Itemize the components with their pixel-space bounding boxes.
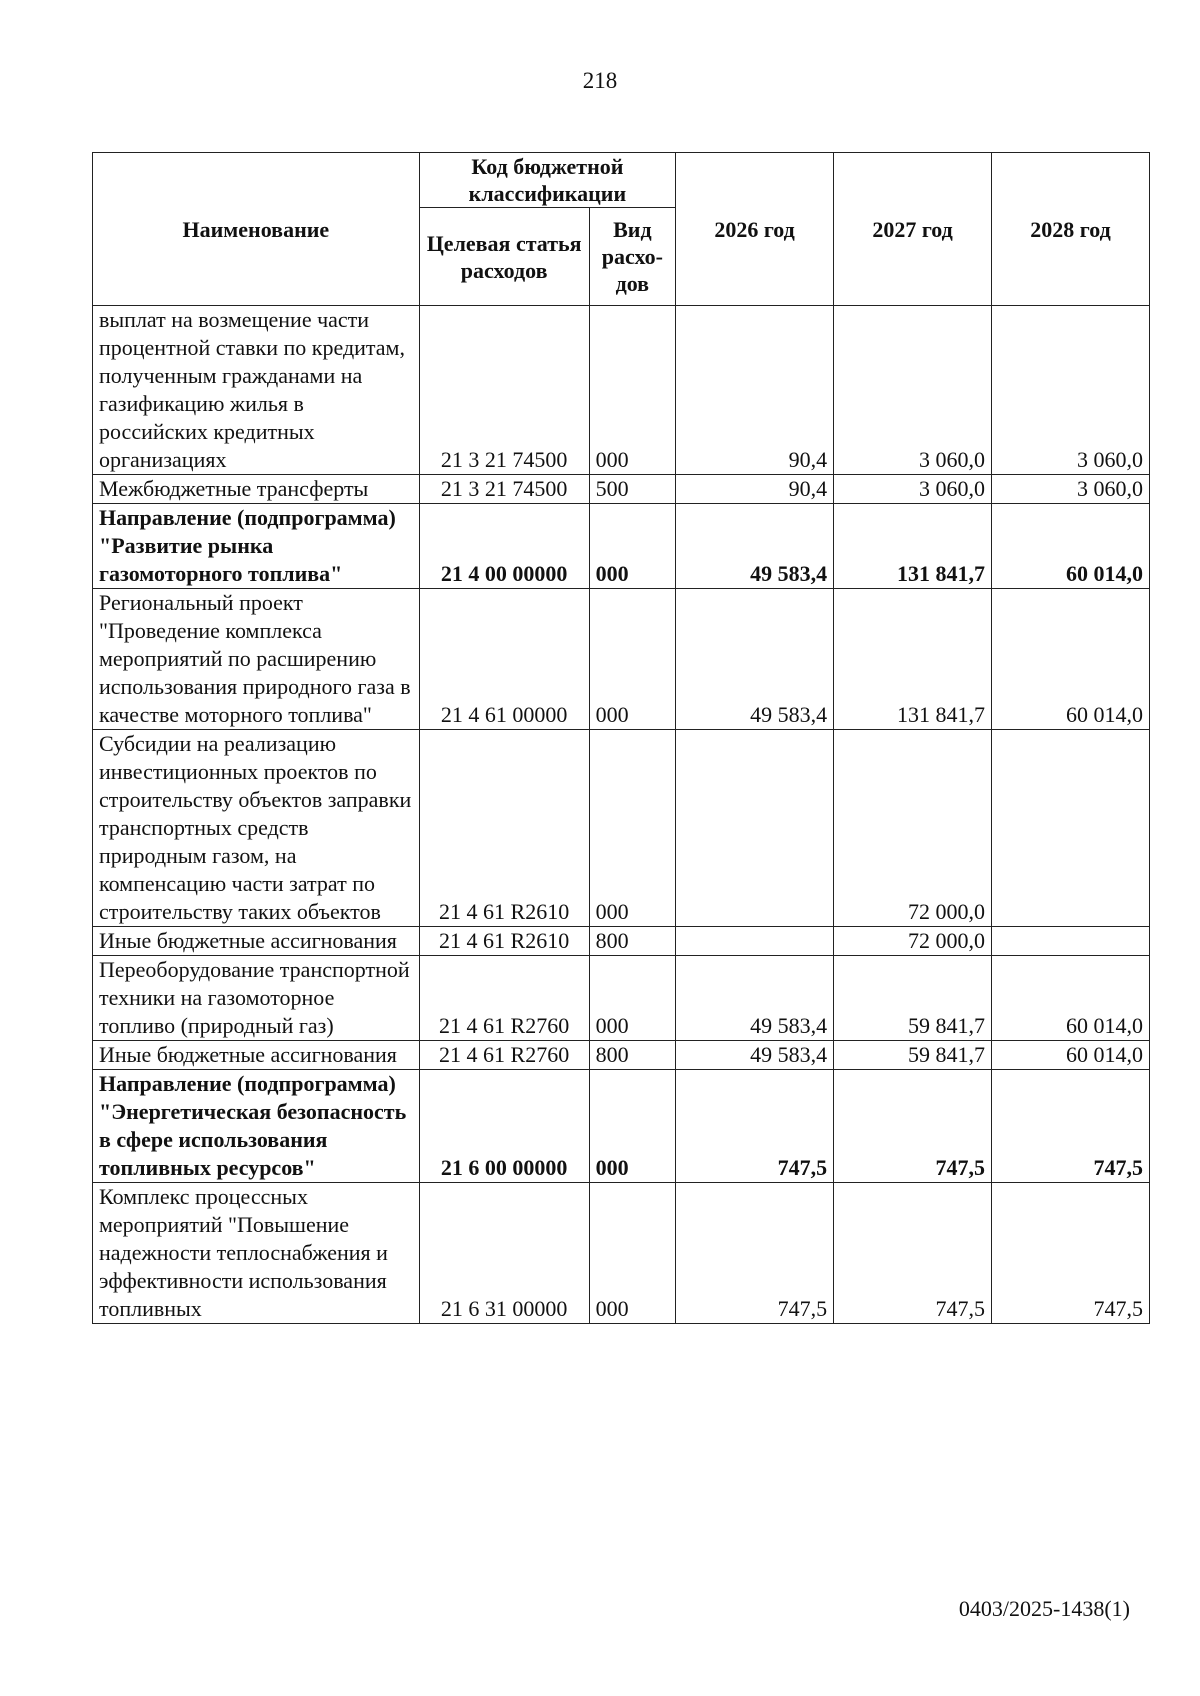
cell-target-article: 21 4 00 00000	[419, 504, 589, 589]
cell-expense-type: 000	[589, 589, 676, 730]
cell-2028: 3 060,0	[992, 306, 1150, 475]
document-id: 0403/2025-1438(1)	[958, 1596, 1130, 1621]
cell-name: выплат на возмещение части процентной ставки по кредитам, полученным гражданами на газификацию жилья в российских кредитных организациях	[93, 306, 420, 475]
cell-2028: 60 014,0	[992, 504, 1150, 589]
cell-name: Направление (подпрограмма) "Энергетическая безопасность в сфере использования топливных ресурсов"	[93, 1070, 420, 1183]
cell-2028: 747,5	[992, 1070, 1150, 1183]
table-row	[93, 927, 1150, 956]
cell-expense-type: 000	[589, 1070, 676, 1183]
cell-target-article: 21 4 61 R2760	[419, 1041, 589, 1070]
header-target-article: Целевая статья расходов	[419, 208, 589, 306]
table-row	[93, 1070, 1150, 1183]
cell-name: Направление (подпрограмма) "Развитие рынка газомоторного топлива"	[93, 504, 420, 589]
cell-expense-type: 500	[589, 475, 676, 504]
cell-name: Комплекс процессных мероприятий "Повышение надежности теплоснабжения и эффективности использования топливных	[93, 1183, 420, 1324]
cell-2026: 90,4	[676, 306, 834, 475]
header-2028: 2028 год	[992, 153, 1150, 306]
cell-name: Межбюджетные трансферты	[93, 475, 420, 504]
table-body	[93, 306, 1150, 1324]
cell-target-article: 21 3 21 74500	[419, 306, 589, 475]
header-2026: 2026 год	[676, 153, 834, 306]
header-name: Наименование	[93, 153, 420, 306]
header-2027: 2027 год	[834, 153, 992, 306]
table-row	[93, 1183, 1150, 1324]
cell-expense-type: 800	[589, 1041, 676, 1070]
cell-2027: 3 060,0	[834, 475, 992, 504]
cell-name: Субсидии на реализацию инвестиционных проектов по строительству объектов заправки транспортных средств природным газом, на компенсацию части затрат по строительству таких объектов	[93, 730, 420, 927]
cell-2026: 90,4	[676, 475, 834, 504]
cell-name: Переоборудование транспортной техники на газомоторное топливо (природный газ)	[93, 956, 420, 1041]
header-code-group: Код бюджетной классификации	[419, 153, 675, 208]
page-number: 218	[582, 68, 618, 93]
cell-2026: 747,5	[676, 1183, 834, 1324]
table-header	[93, 153, 1150, 306]
cell-2026: 49 583,4	[676, 589, 834, 730]
cell-target-article: 21 6 31 00000	[419, 1183, 589, 1324]
cell-2027: 131 841,7	[834, 504, 992, 589]
cell-target-article: 21 3 21 74500	[419, 475, 589, 504]
cell-2027: 131 841,7	[834, 589, 992, 730]
cell-expense-type: 800	[589, 927, 676, 956]
cell-2028	[992, 730, 1150, 927]
cell-name: Иные бюджетные ассигнования	[93, 1041, 420, 1070]
cell-target-article: 21 4 61 R2760	[419, 956, 589, 1041]
cell-2026	[676, 927, 834, 956]
table-row	[93, 730, 1150, 927]
cell-2026: 747,5	[676, 1070, 834, 1183]
cell-expense-type: 000	[589, 956, 676, 1041]
cell-target-article: 21 4 61 00000	[419, 589, 589, 730]
cell-expense-type: 000	[589, 730, 676, 927]
cell-2027: 59 841,7	[834, 1041, 992, 1070]
cell-2028: 60 014,0	[992, 1041, 1150, 1070]
table-row	[93, 475, 1150, 504]
cell-target-article: 21 4 61 R2610	[419, 730, 589, 927]
table-row	[93, 589, 1150, 730]
cell-2027: 72 000,0	[834, 730, 992, 927]
cell-2026	[676, 730, 834, 927]
table-row	[93, 306, 1150, 475]
cell-2026: 49 583,4	[676, 956, 834, 1041]
cell-target-article: 21 6 00 00000	[419, 1070, 589, 1183]
cell-2027: 59 841,7	[834, 956, 992, 1041]
cell-2028: 747,5	[992, 1183, 1150, 1324]
budget-table	[92, 152, 1150, 1324]
cell-2028: 60 014,0	[992, 589, 1150, 730]
cell-2028: 3 060,0	[992, 475, 1150, 504]
table-row	[93, 956, 1150, 1041]
cell-expense-type: 000	[589, 504, 676, 589]
cell-expense-type: 000	[589, 1183, 676, 1324]
table-row	[93, 1041, 1150, 1070]
header-expense-type: Вид расхо-дов	[589, 208, 676, 306]
cell-2027: 747,5	[834, 1070, 992, 1183]
cell-2028	[992, 927, 1150, 956]
table-row	[93, 504, 1150, 589]
cell-2027: 72 000,0	[834, 927, 992, 956]
cell-2026: 49 583,4	[676, 1041, 834, 1070]
cell-2027: 747,5	[834, 1183, 992, 1324]
cell-2026: 49 583,4	[676, 504, 834, 589]
cell-2028: 60 014,0	[992, 956, 1150, 1041]
cell-name: Иные бюджетные ассигнования	[93, 927, 420, 956]
cell-2027: 3 060,0	[834, 306, 992, 475]
cell-name: Региональный проект "Проведение комплекса мероприятий по расширению использования природного газа в качестве моторного топлива"	[93, 589, 420, 730]
cell-target-article: 21 4 61 R2610	[419, 927, 589, 956]
cell-expense-type: 000	[589, 306, 676, 475]
